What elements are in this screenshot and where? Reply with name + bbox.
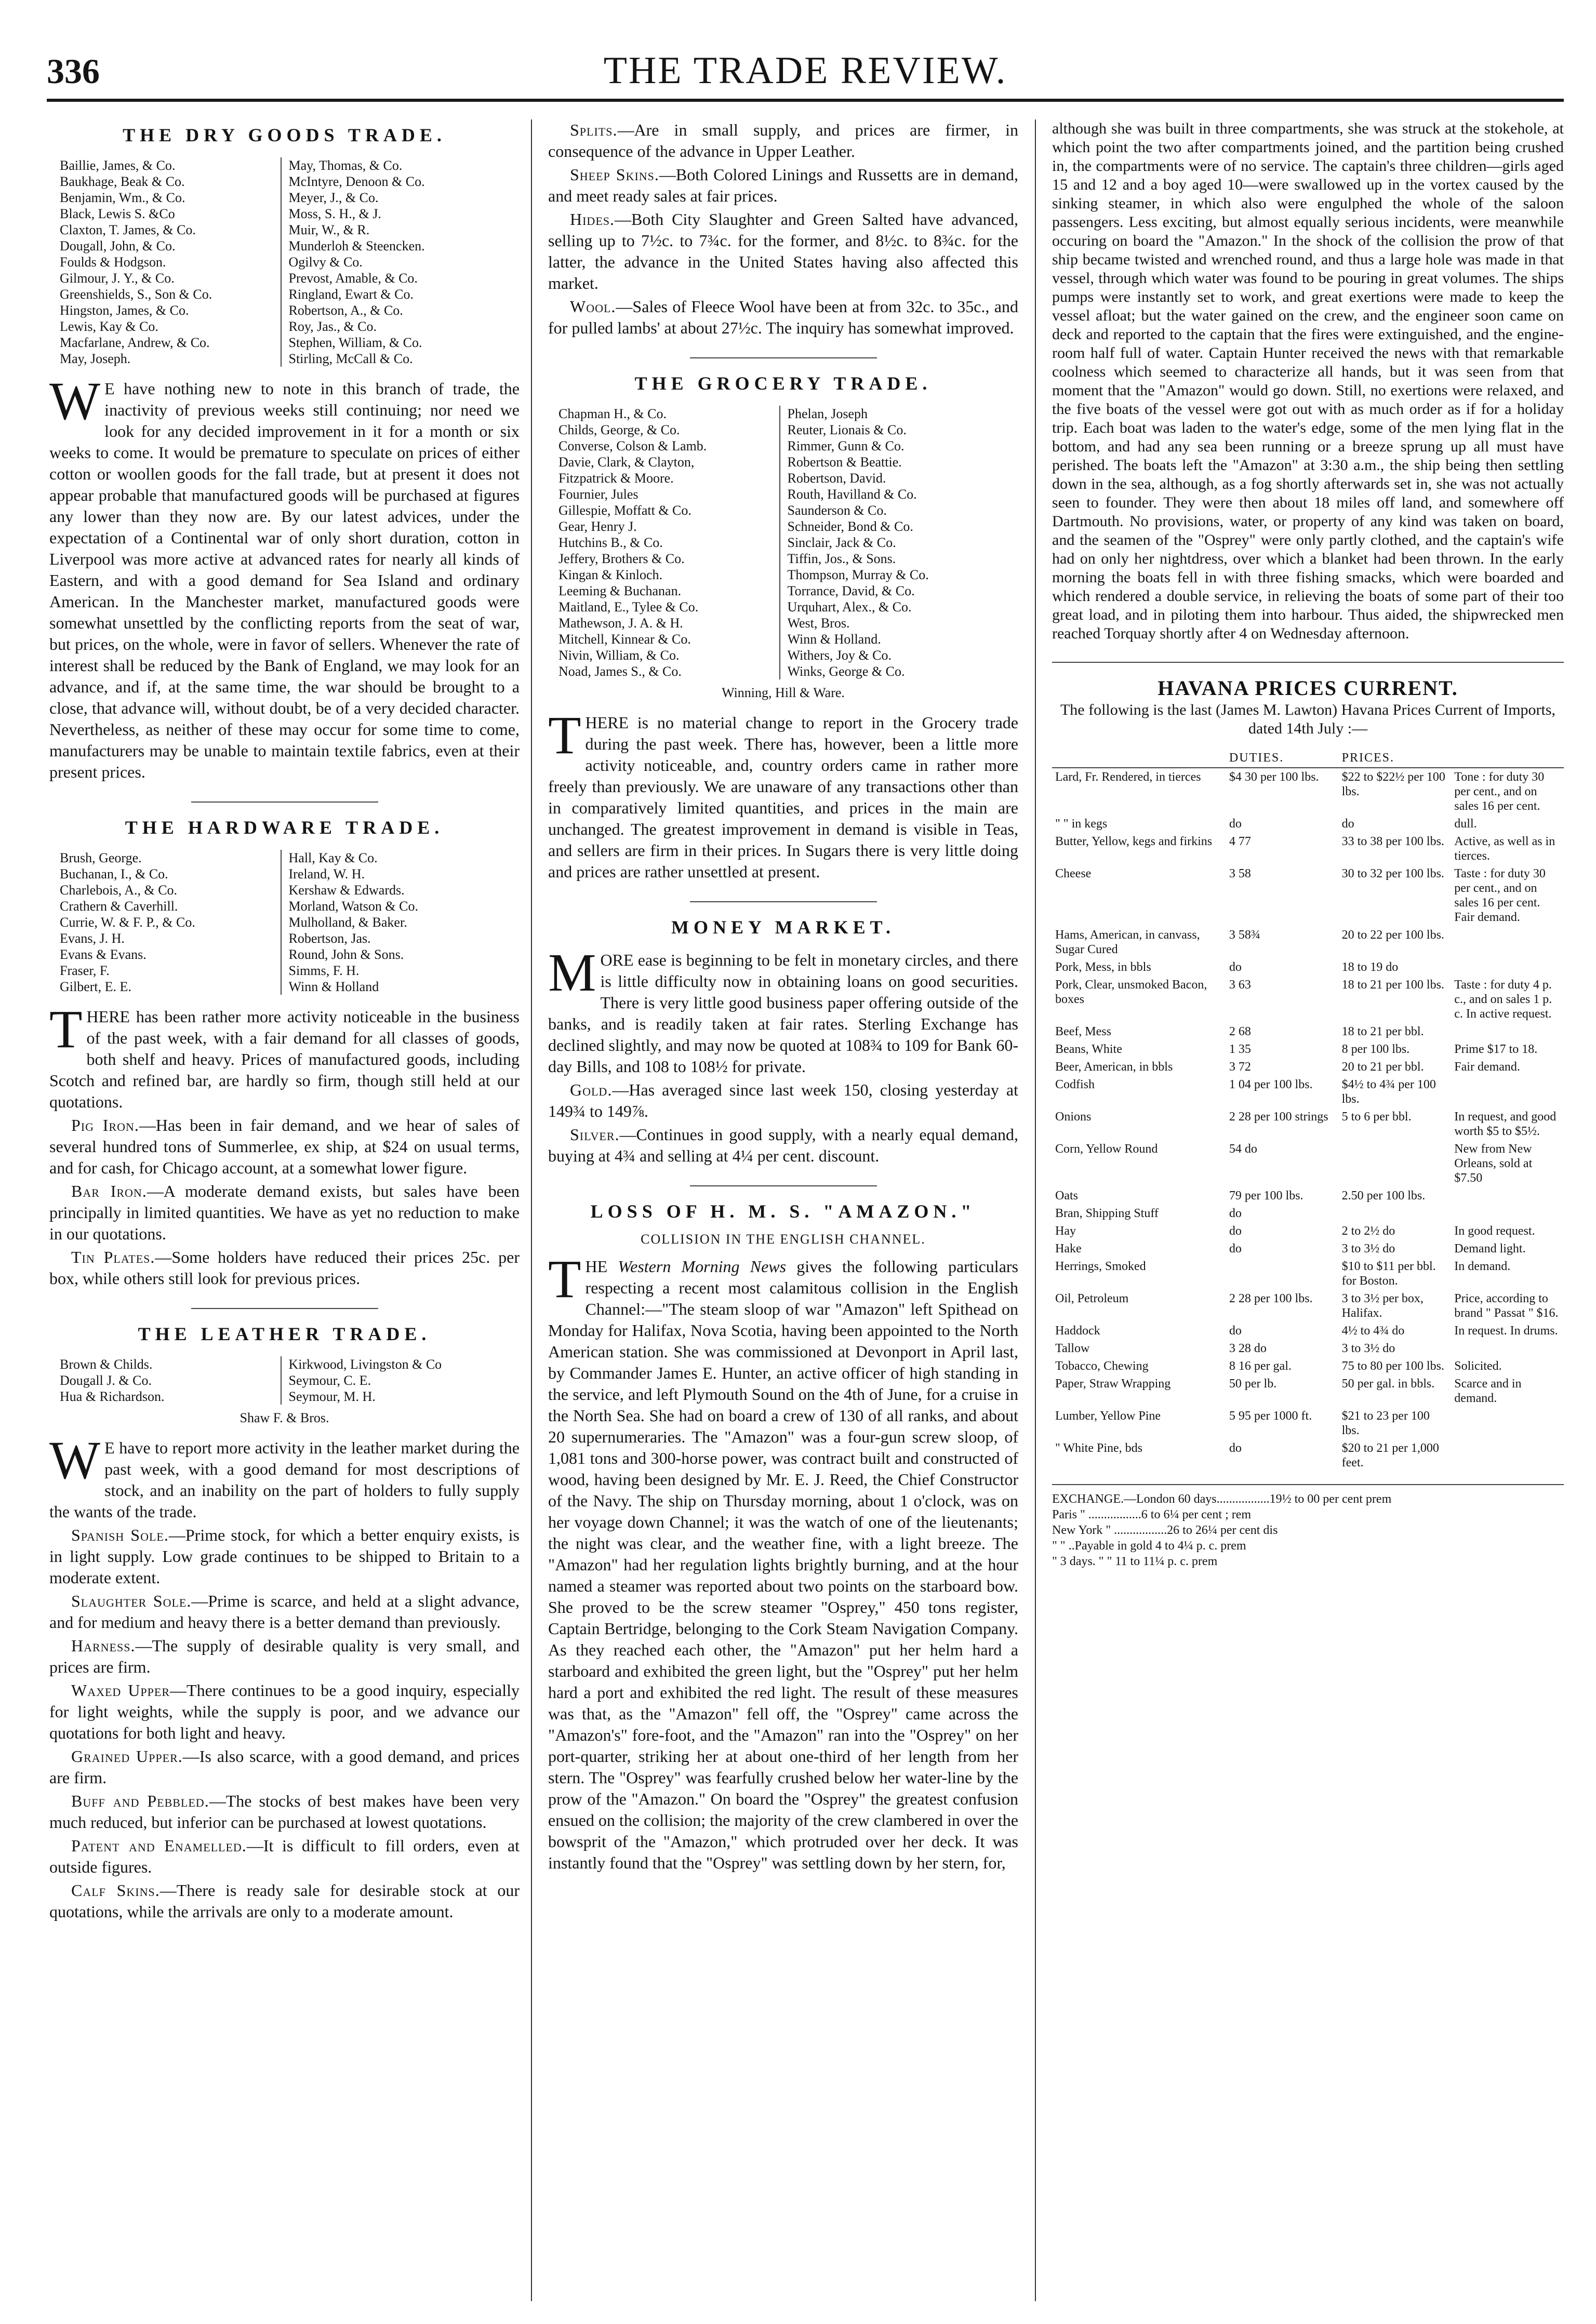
leather-names (60, 1356, 509, 1405)
price-cell (1339, 1140, 1452, 1187)
merchant-name: Dougall J. & Co. (60, 1373, 152, 1388)
item-cell: Onions (1055, 1110, 1092, 1124)
splits-paragraph: Splits.—Are in small supply, and prices are firmer, in consequence of the advance in Upper Leather. (548, 121, 1018, 161)
exchange-rates (1052, 1484, 1564, 1569)
merchant-name: Foulds & Hodgson. (60, 255, 166, 270)
duty-cell: do (1229, 1224, 1242, 1238)
table-row (1052, 926, 1564, 958)
price-cell: do (1341, 817, 1354, 831)
merchant-name: Currie, W. & F. P., & Co. (60, 915, 195, 930)
merchant-name: May, Thomas, & Co. (288, 158, 403, 173)
names-left (60, 850, 281, 995)
merchant-name: Brush, George. (60, 850, 142, 865)
merchant-name: Kirkwood, Livingston & Co (288, 1357, 442, 1372)
remark-cell: New from New Orleans, sold at $7.50 (1454, 1142, 1533, 1185)
remark-cell (1451, 1187, 1564, 1205)
merchant-name: Benjamin, Wm., & Co. (60, 190, 185, 205)
table-row (1052, 1439, 1564, 1472)
table-row (1052, 1222, 1564, 1240)
item-cell: Tallow (1055, 1342, 1090, 1355)
item-cell: Cheese (1055, 867, 1092, 880)
price-cell: 30 to 32 per 100 lbs. (1341, 867, 1444, 880)
exchange-line: " 3 days. " " 11 to 11¼ p. c. prem (1052, 1555, 1218, 1568)
item-cell: Beer, American, in bbls (1055, 1060, 1173, 1074)
duty-cell: 2 28 per 100 lbs. (1229, 1292, 1313, 1305)
section-rule (191, 802, 378, 803)
silver-paragraph: Silver.—Continues in good supply, with a nearly equal demand, buying at 4¾ and selling at 4¼ per cent. discount. (548, 1125, 1018, 1165)
sheep-skins-paragraph: Sheep Skins.—Both Colored Linings and Russetts are in demand, and meet ready sales at fair prices. (548, 165, 1018, 205)
table-row (1052, 1357, 1564, 1375)
wool-paragraph: Wool.—Sales of Fleece Wool have been at from 32c. to 35c., and for pulled lambs' at about 27½c. The inquiry has somewhat improved. (548, 297, 1018, 337)
table-row (1052, 1108, 1564, 1140)
remark-cell: Active, as well as in tierces. (1454, 835, 1555, 863)
merchant-name: Saunderson & Co. (787, 503, 887, 518)
remark-cell (1451, 1023, 1564, 1040)
names-left (60, 157, 281, 367)
duty-cell: 8 16 per gal. (1229, 1359, 1292, 1373)
remark-cell: dull. (1454, 817, 1477, 831)
duty-cell: 2 68 (1229, 1025, 1251, 1038)
section-rule (690, 901, 877, 902)
item-cell: Oats (1055, 1189, 1078, 1203)
merchant-name: Robertson & Beattie. (787, 455, 902, 470)
merchant-name: Maitland, E., Tylee & Co. (558, 599, 699, 615)
merchant-name: Stephen, William, & Co. (288, 335, 422, 350)
merchant-name: Rimmer, Gunn & Co. (787, 438, 905, 453)
merchant-name: Gilbert, E. E. (60, 979, 131, 994)
grocery-heading: THE GROCERY TRADE. (634, 373, 932, 394)
amazon-text-part1: THE Western Morning News gives the following particulars respecting a recent most calamitous collision in the English Channel:—"The steam sloop of war "Amazon" left Spithead on Monday for Halifax, Nova Scotia, having been appointed to the North American station. She was commissioned at Devonport in April last, by Commander James E. Hunter, an active officer of high standing in the service, and left Plymouth Sound on the 4th of June, for a cruise in the North Sea. She had on board a crew of 130 of all ranks, and about 20 supernumeraries. The "Amazon" was a four-gun screw sloop, of 1,081 tons and 300-horse power, was contract built and constructed of wood, having been designed by Mr. E. J. Reed, the Chief Constructor of the Navy. The ship on Thursday morning, about 1 o'clock, was on her voyage down Channel; it was the watch of one of the lieutenants; the night was clear, and the weather fine, with a light breeze. The "Amazon" had her regulation lights brightly burning, and at the hour named a steamer was reported about two points on the starboard bow. She proved to be the screw steamer "Osprey," 450 tons register, Captain Bertridge, belonging to the Cork Steam Navigation Company. As they reached each other, the "Amazon" put her helm hard a starboard and exhibited the green light, but the "Osprey" put her helm hard a port and exhibited the red light. The result of these measures was that, as the "Amazon" fell off, the "Osprey" came across the "Amazon's" fore-foot, and the "Amazon" ran into the "Osprey" on her port-quarter, striking her at about one-third of her length from her stern. The "Osprey" was fearfully crushed below her water-line by the prow of the "Amazon." On board the "Osprey" the greatest confusion ensued on the collision; the majority of the crew clambered in over the bowsprit of the "Amazon," which protruded over her deck. It was instantly found that the "Osprey" was settling down by her stern, for, (548, 1249, 1018, 1872)
amazon-text-part2: although she was built in three compartments, she was struck at the stokehole, at which point the two after compartments joined, and the partition being crushed in, the compartments were of no service. The captain's three children—girls aged 15 and 12 and a boy aged 10—were swallowed up in the vortex caused by the sinking steamer, in which also were engulphed the whole of the saloon passengers. Less exciting, but almost equally serious incidents, were meanwhile occuring on board the "Amazon." In the shock of the collision the prow of that ship became twisted and wrenched round, and thus a large hole was made in that vessel, through which water was found to be pouring in great volumes. The ships pumps were instantly set to work, and great exertions were made to keep the vessel afloat; but the water gained on the crew, and the engineer soon came on deck and reported to the captain that the fires were extinguished, and the engine-room half full of water. Captain Hunter received the news with that remarkable coolness which seemed to characterize all hands, but it was seen from that moment that the "Amazon" would go down. Still, no exertions were relaxed, and the five boats of the vessel were got out with as much order as if for a holiday trip. Each boat was laden to the water's edge, some of the men lying flat in the bottom, and had any sea been running or a breeze sprung up all must have perished. The boats left the "Amazon" at 3:30 a.m., the ship being then settling down in the sea, although, as a fog shortly afterwards set in, she was not actually seen to founder. They were then about 18 miles off land, and somewhere off Dartmouth. No provisions, water, or property of any kind was taken on board, and the seamen of the "Osprey" were only partly clothed, and the captain's wife had on only her nightdress, over which a blanket had been thrown. In the early morning the boats fell in with three fishing smacks, which were boarded and which rendered a double service, in relieving the boats of some part of their too great load, and in piloting them into harbour. Thus aided, the shipwrecked men reached Torquay shortly after 4 on Wednesday afternoon. (1052, 120, 1564, 642)
merchant-name: Simms, F. H. (288, 963, 360, 978)
price-cell: 3 to 3½ do (1341, 1342, 1395, 1355)
merchant-name: Prevost, Amable, & Co. (288, 271, 418, 286)
remark-cell: Demand light. (1454, 1242, 1526, 1256)
merchant-name: Noad, James S., & Co. (558, 664, 682, 679)
merchant-name: Macfarlane, Andrew, & Co. (60, 335, 210, 350)
merchant-name: Childs, George, & Co. (558, 422, 680, 437)
item-cell: Haddock (1055, 1324, 1100, 1338)
item-cell: Bran, Shipping Stuff (1055, 1207, 1159, 1220)
merchant-name: Baukhage, Beak & Co. (60, 174, 185, 189)
merchant-name: Munderloh & Steencken. (288, 238, 425, 253)
names-right (281, 157, 510, 367)
merchant-name: Hall, Kay & Co. (288, 850, 378, 865)
merchant-name: Morland, Watson & Co. (288, 899, 418, 914)
price-cell: 75 to 80 per 100 lbs. (1341, 1359, 1444, 1373)
duty-cell: 79 per 100 lbs. (1229, 1189, 1304, 1203)
bar-iron-label: Bar Iron. (71, 1182, 147, 1200)
remark-cell: Solicited. (1454, 1359, 1502, 1373)
duty-cell: do (1229, 817, 1242, 831)
amazon-heading: LOSS OF H. M. S. "AMAZON." (590, 1201, 976, 1222)
money-market-heading: MONEY MARKET. (671, 917, 895, 938)
leather-names-tail: Shaw F. & Bros. (240, 1410, 329, 1425)
table-row (1052, 1187, 1564, 1205)
merchant-name: Crathern & Caverhill. (60, 899, 178, 914)
pig-iron-label: Pig Iron. (71, 1116, 139, 1134)
merchant-name: Evans, J. H. (60, 931, 125, 946)
remark-cell: In good request. (1454, 1224, 1535, 1238)
merchant-name: Mitchell, Kinnear & Co. (558, 632, 691, 647)
column-rule (1035, 119, 1036, 2301)
page-number: 336 (47, 51, 100, 91)
remark-cell: In demand. (1454, 1260, 1511, 1273)
duty-cell: do (1229, 1207, 1242, 1220)
pig-iron-paragraph: Pig Iron.—Has been in fair demand, and we hear of sales of several hundred tons of Summerlee, ex ship, at $24 on usual terms, and for cash, for Chicago account, at a somewhat lower figure. (49, 1116, 520, 1177)
hides-paragraph: Hides.—Both City Slaughter and Green Salted have advanced, selling up to 7½c. to 7¾c. for the former, and 8½c. to 8¾c. for the latter, the advance in the United States having also affected this market. (548, 210, 1018, 292)
merchant-name: Roy, Jas., & Co. (288, 319, 377, 334)
remark-cell: Taste : for duty 30 per cent., and on sales 16 per cent. Fair demand. (1454, 867, 1546, 924)
table-row (1052, 1322, 1564, 1340)
price-cell: 3 to 3½ do (1341, 1242, 1395, 1256)
duty-cell: 3 28 do (1229, 1342, 1267, 1355)
item-cell: Codfish (1055, 1078, 1095, 1091)
merchant-name: Moss, S. H., & J. (288, 206, 381, 221)
grocery-text: THERE is no material change to report in the Grocery trade during the past week. There has, however, been a little more activity noticeable, and, country orders came in rather more freely than previously. We are unaware of any transactions other than in comparatively limited quantities, and prices in the main are unchanged. The greatest improvement in demand is visible in Teas, and sellers are firm in their prices. In Sugars there is very little doing and prices are rather unsettled at present. (548, 705, 1018, 881)
table-row (1052, 1340, 1564, 1357)
duty-cell: do (1229, 1441, 1242, 1455)
remark-cell: Fair demand. (1454, 1060, 1520, 1074)
remark-cell (1451, 1439, 1564, 1472)
table-row (1052, 833, 1564, 865)
waxed-upper-paragraph: Waxed Upper—There continues to be a good inquiry, especially for light weights, while the supply is poor, and we advance our quotations for both light and heavy. (49, 1681, 520, 1742)
price-cell: 20 to 22 per 100 lbs. (1341, 928, 1444, 942)
item-cell: Corn, Yellow Round (1055, 1142, 1158, 1156)
price-cell (1339, 1205, 1452, 1222)
grained-upper-paragraph: Grained Upper.—Is also scarce, with a good demand, and prices are firm. (49, 1747, 520, 1787)
price-cell: 5 to 6 per bbl. (1341, 1110, 1412, 1124)
duty-cell: 2 28 per 100 strings (1229, 1110, 1328, 1124)
column-3 (1052, 119, 1564, 2312)
price-cell: 20 to 21 per bbl. (1341, 1060, 1424, 1074)
table-row (1052, 1076, 1564, 1108)
merchant-name: Robertson, David. (787, 471, 886, 486)
merchant-name: Urquhart, Alex., & Co. (787, 599, 912, 615)
hardware-names (60, 850, 509, 995)
table-row (1052, 1375, 1564, 1407)
merchant-name: Stirling, McCall & Co. (288, 351, 413, 366)
page-header (47, 44, 1564, 102)
masthead-title: THE TRADE REVIEW. (603, 49, 1007, 92)
merchant-name: Round, John & Sons. (288, 947, 404, 962)
tin-plates-label: Tin Plates. (71, 1248, 155, 1266)
col-remarks (1451, 749, 1564, 768)
remark-cell: Taste : for duty 4 p. c., and on sales 1 p. c. In active request. (1454, 978, 1552, 1021)
tin-plates-paragraph: Tin Plates.—Some holders have reduced their prices 25c. per box, while others still look for previous prices. (49, 1248, 520, 1288)
newspaper-name: Western Morning News (618, 1257, 787, 1276)
merchant-name: Gilmour, J. Y., & Co. (60, 271, 175, 286)
merchant-name: Fournier, Jules (558, 487, 639, 502)
merchant-name: Nivin, William, & Co. (558, 648, 680, 663)
buff-pebbled-paragraph: Buff and Pebbled.—The stocks of best makes have been very much reduced, but inferior can be purchased at lowest quotations. (49, 1792, 520, 1832)
remark-cell: In request, and good worth $5 to $5½. (1454, 1110, 1557, 1138)
remark-cell (1451, 1340, 1564, 1357)
price-cell: 50 per gal. in bbls. (1341, 1377, 1435, 1391)
merchant-name: Reuter, Lionais & Co. (787, 422, 907, 437)
price-cell: 18 to 21 per bbl. (1341, 1025, 1424, 1038)
remark-cell (1451, 1076, 1564, 1108)
dry-goods-text: WE have nothing new to note in this branch of trade, the inactivity of previous weeks still continuing; nor need we look for any decided improvement in it for a month or six weeks to come. It would be premature to speculate on prices of either cotton or woollen goods for the fall trade, but at present it does not appear probable that manufactured goods will be purchased at figures any lower than they now are. By our latest advices, under the expectation of a Continental war of only short duration, cotton in Liverpool was more active at advanced rates for nearly all kinds of Eastern, and with a good demand for Sea Island and ordinary American. In the Manchester market, manufactured goods were somewhat unsettled by the conflicting reports from the seat of war, but prices, on the whole, were in favor of sellers. Whenever the rate of interest shall be reduced by the Bank of England, we may look for an advance, and if, at the same time, the war should be brought to a close, that advance will, without doubt, be of a very decided character. Nevertheless, as neither of these may occur for some time to come, manufacturers may be unable to maintain textile fabrics, even at their present prices. (49, 371, 520, 781)
merchant-name: Converse, Colson & Lamb. (558, 438, 707, 453)
remark-cell: Price, according to brand " Passat " $16. (1454, 1292, 1559, 1320)
table-row (1052, 1058, 1564, 1076)
price-cell: 2.50 per 100 lbs. (1341, 1189, 1426, 1203)
merchant-name: Seymour, C. E. (288, 1373, 371, 1388)
col-item (1052, 749, 1226, 768)
table-row (1052, 1240, 1564, 1258)
col-prices: PRICES. (1339, 749, 1452, 768)
calf-skins-paragraph: Calf Skins.—There is ready sale for desirable stock at our quotations, while the arrivals are only to a moderate amount. (49, 1881, 520, 1921)
remark-cell (1451, 958, 1564, 976)
merchant-name: Thompson, Murray & Co. (787, 567, 929, 582)
duty-cell: do (1229, 960, 1242, 974)
merchant-name: Ringland, Ewart & Co. (288, 287, 414, 302)
item-cell: Hams, American, in canvass, Sugar Cured (1055, 928, 1200, 956)
table-row (1052, 1040, 1564, 1058)
merchant-name: Fraser, F. (60, 963, 110, 978)
havana-prices-table (1052, 749, 1564, 1472)
patent-enamelled-paragraph: Patent and Enamelled.—It is difficult to fill orders, even at outside figures. (49, 1836, 520, 1876)
duty-cell: 3 58¾ (1229, 928, 1260, 942)
grocery-names (558, 406, 1008, 679)
merchant-name: Ogilvy & Co. (288, 255, 363, 270)
remark-cell: Tone : for duty 30 per cent., and on sales 16 per cent. (1454, 770, 1545, 813)
merchant-name: Ireland, W. H. (288, 866, 365, 881)
table-row (1052, 976, 1564, 1023)
table-row (1052, 1407, 1564, 1439)
table-row (1052, 1290, 1564, 1322)
col-duties: DUTIES. (1226, 749, 1339, 768)
section-rule (191, 1308, 378, 1309)
merchant-name: Leeming & Buchanan. (558, 583, 682, 598)
price-cell: 2 to 2½ do (1341, 1224, 1395, 1238)
column-rule (531, 119, 532, 2301)
duty-cell: 50 per lb. (1229, 1377, 1277, 1391)
slaughter-sole-paragraph: Slaughter Sole.—Prime is scarce, and held at a slight advance, and for medium and heavy there is a better demand than previously. (49, 1592, 520, 1632)
item-cell: Pork, Clear, unsmoked Bacon, boxes (1055, 978, 1207, 1006)
merchant-name: McIntyre, Denoon & Co. (288, 174, 425, 189)
merchant-name: Robertson, A., & Co. (288, 303, 403, 318)
remark-cell (1451, 1205, 1564, 1222)
remark-cell (1451, 1407, 1564, 1439)
item-cell: Lumber, Yellow Pine (1055, 1409, 1161, 1423)
duty-cell: do (1229, 1324, 1242, 1338)
merchant-name: Seymour, M. H. (288, 1389, 376, 1404)
table-row (1052, 1258, 1564, 1290)
table-row (1052, 768, 1564, 815)
table-row (1052, 1023, 1564, 1040)
table-row (1052, 865, 1564, 926)
harness-paragraph: Harness.—The supply of desirable quality is very small, and prices are firm. (49, 1636, 520, 1676)
gold-paragraph: Gold.—Has averaged since last week 150, closing yesterday at 149¾ to 149⅞. (548, 1080, 1018, 1120)
duty-cell: $4 30 per 100 lbs. (1229, 770, 1319, 784)
merchant-name: Winn & Holland (288, 979, 379, 994)
price-cell: 33 to 38 per 100 lbs. (1341, 835, 1444, 848)
bar-iron-paragraph: Bar Iron.—A moderate demand exists, but sales have been principally in limited quantities. We have as yet no reduction to make in our quotations. (49, 1182, 520, 1243)
item-cell: Pork, Mess, in bbls (1055, 960, 1151, 974)
merchant-name: Withers, Joy & Co. (787, 648, 892, 663)
merchant-name: Meyer, J., & Co. (288, 190, 379, 205)
item-cell: Beef, Mess (1055, 1025, 1111, 1038)
price-cell: 18 to 21 per 100 lbs. (1341, 978, 1444, 992)
duty-cell: 1 04 per 100 lbs. (1229, 1078, 1313, 1091)
duty-cell: 3 58 (1229, 867, 1251, 880)
merchant-name: Winn & Holland. (787, 632, 881, 647)
dry-goods-names (60, 157, 509, 367)
merchant-name: Kingan & Kinloch. (558, 567, 663, 582)
merchant-name: May, Joseph. (60, 351, 131, 366)
merchant-name: Winks, George & Co. (787, 664, 905, 679)
price-cell: 3 to 3½ per box, Halifax. (1341, 1292, 1424, 1320)
names-right (281, 850, 510, 995)
merchant-name: Tiffin, Jos., & Sons. (787, 551, 896, 566)
merchant-name: Robertson, Jas. (288, 931, 371, 946)
duty-cell: 5 95 per 1000 ft. (1229, 1409, 1312, 1423)
exchange-line: " " ..Payable in gold 4 to 4¼ p. c. prem (1052, 1539, 1246, 1553)
exchange-line: EXCHANGE.—London 60 days.................19½ to 00 per cent prem (1052, 1492, 1392, 1506)
merchant-name: Hua & Richardson. (60, 1389, 165, 1404)
amazon-subheading: COLLISION IN THE ENGLISH CHANNEL. (641, 1232, 926, 1247)
exchange-line: New York " .................26 to 26¼ per cent dis (1052, 1524, 1278, 1537)
item-cell: Hay (1055, 1224, 1076, 1238)
merchant-name: Routh, Havilland & Co. (787, 487, 917, 502)
column-2 (548, 119, 1018, 2312)
names-right (779, 406, 1008, 679)
merchant-name: Charlebois, A., & Co. (60, 883, 178, 898)
merchant-name: Claxton, T. James, & Co. (60, 222, 196, 237)
merchant-name: Buchanan, I., & Co. (60, 866, 168, 881)
remark-cell: Scarce and in demand. (1454, 1377, 1522, 1405)
grocery-names-tail: Winning, Hill & Ware. (722, 685, 845, 700)
merchant-name: Black, Lewis S. &Co (60, 206, 175, 221)
merchant-name: Baillie, James, & Co. (60, 158, 176, 173)
merchant-name: Gillespie, Moffatt & Co. (558, 503, 691, 518)
merchant-name: Schneider, Bond & Co. (787, 519, 913, 534)
merchant-name: Jeffery, Brothers & Co. (558, 551, 685, 566)
table-row (1052, 1140, 1564, 1187)
duty-cell: 3 63 (1229, 978, 1251, 992)
duty-cell: 4 77 (1229, 835, 1251, 848)
price-cell: $21 to 23 per 100 lbs. (1341, 1409, 1430, 1437)
names-right (281, 1356, 510, 1405)
money-market-text: MORE ease is beginning to be felt in monetary circles, and there is little difficulty now in obtaining loans on good securities. There is very little good business paper offering outside of the banks, and is readily taken at fair rates. Sterling Exchange has declined slightly, and may now be quoted at 108¾ to 109 for Bank 60-day Bills, and 108 to 108½ for private. (548, 943, 1018, 1076)
havana-heading: HAVANA PRICES CURRENT. (1158, 676, 1458, 700)
havana-intro: The following is the last (James M. Lawton) Havana Prices Current of Imports, dated 14th July :— (1060, 701, 1556, 737)
merchant-name: Hingston, James, & Co. (60, 303, 189, 318)
section-rule (690, 1185, 877, 1186)
merchant-name: Kershaw & Edwards. (288, 883, 405, 898)
price-cell: 8 per 100 lbs. (1341, 1043, 1410, 1056)
duty-cell: 1 35 (1229, 1043, 1251, 1056)
item-cell: Herrings, Smoked (1055, 1260, 1146, 1273)
merchant-name: West, Bros. (787, 616, 850, 631)
merchant-name: Hutchins B., & Co. (558, 535, 663, 550)
merchant-name: Phelan, Joseph (787, 406, 868, 421)
price-cell: $20 to 21 per 1,000 feet. (1341, 1441, 1439, 1470)
exchange-line: Paris " .................6 to 6¼ per cent ; rem (1052, 1508, 1252, 1521)
duty-cell: 54 do (1229, 1142, 1257, 1156)
merchant-name: Dougall, John, & Co. (60, 238, 176, 253)
item-cell: Hake (1055, 1242, 1082, 1256)
leather-heading: THE LEATHER TRADE. (138, 1324, 431, 1344)
price-cell: $10 to $11 per bbl. for Boston. (1341, 1260, 1436, 1288)
merchant-name: Sinclair, Jack & Co. (787, 535, 896, 550)
item-cell: Oil, Petroleum (1055, 1292, 1129, 1305)
merchant-name: Torrance, David, & Co. (787, 583, 915, 598)
hardware-intro: THERE has been rather more activity noticeable in the business of the past week, with a fair demand for all classes of goods, both shelf and heavy. Prices of manufactured goods, including Scotch and refined bar, are hardly so firm, though still held at our quotations. (49, 999, 520, 1111)
item-cell: Butter, Yellow, kegs and firkins (1055, 835, 1213, 848)
remark-cell (1451, 926, 1564, 958)
merchant-name: Lewis, Kay & Co. (60, 319, 158, 334)
remark-cell: In request. In drums. (1454, 1324, 1558, 1338)
merchant-name: Evans & Evans. (60, 947, 147, 962)
dry-goods-heading: THE DRY GOODS TRADE. (123, 125, 446, 145)
merchant-name: Fitzpatrick & Moore. (558, 471, 674, 486)
havana-table-body (1052, 768, 1564, 1472)
price-cell: $22 to $22½ per 100 lbs. (1341, 770, 1445, 798)
merchant-name: Greenshields, S., Son & Co. (60, 287, 212, 302)
item-cell: Lard, Fr. Rendered, in tierces (1055, 770, 1201, 784)
merchant-name: Muir, W., & R. (288, 222, 370, 237)
column-1 (49, 119, 520, 2312)
duty-cell: do (1229, 1242, 1242, 1256)
table-row (1052, 958, 1564, 976)
hardware-heading: THE HARDWARE TRADE. (125, 817, 444, 838)
item-cell: " White Pine, bds (1055, 1441, 1143, 1455)
duty-cell: 3 72 (1229, 1060, 1251, 1074)
price-cell: 18 to 19 do (1341, 960, 1399, 974)
item-cell: Tobacco, Chewing (1055, 1359, 1149, 1373)
item-cell: Beans, White (1055, 1043, 1122, 1056)
merchant-name: Brown & Childs. (60, 1357, 153, 1372)
names-left (60, 1356, 281, 1405)
spanish-sole-paragraph: Spanish Sole.—Prime stock, for which a better enquiry exists, is in light supply. Low grade continues to be shipped to Britain to a moderate extent. (49, 1526, 520, 1587)
merchant-name: Chapman H., & Co. (558, 406, 667, 421)
names-left (558, 406, 779, 679)
merchant-name: Davie, Clark, & Clayton, (558, 455, 695, 470)
merchant-name: Mulholland, & Baker. (288, 915, 407, 930)
leather-intro: WE have to report more activity in the leather market during the past week, with a good demand for most descriptions of stock, and an inability on the part of holders to fully supply the wants of the trade. (49, 1431, 520, 1521)
section-rule (690, 357, 877, 358)
price-cell: $4½ to 4¾ per 100 lbs. (1341, 1078, 1436, 1106)
price-cell: 4½ to 4¾ do (1341, 1324, 1405, 1338)
section-rule (1052, 662, 1564, 663)
item-cell: " " in kegs (1055, 817, 1108, 831)
table-row (1052, 1205, 1564, 1222)
remark-cell: Prime $17 to 18. (1454, 1043, 1538, 1056)
merchant-name: Mathewson, J. A. & H. (558, 616, 683, 631)
duty-cell (1226, 1258, 1339, 1290)
table-row (1052, 815, 1564, 833)
merchant-name: Gear, Henry J. (558, 519, 637, 534)
item-cell: Paper, Straw Wrapping (1055, 1377, 1171, 1391)
